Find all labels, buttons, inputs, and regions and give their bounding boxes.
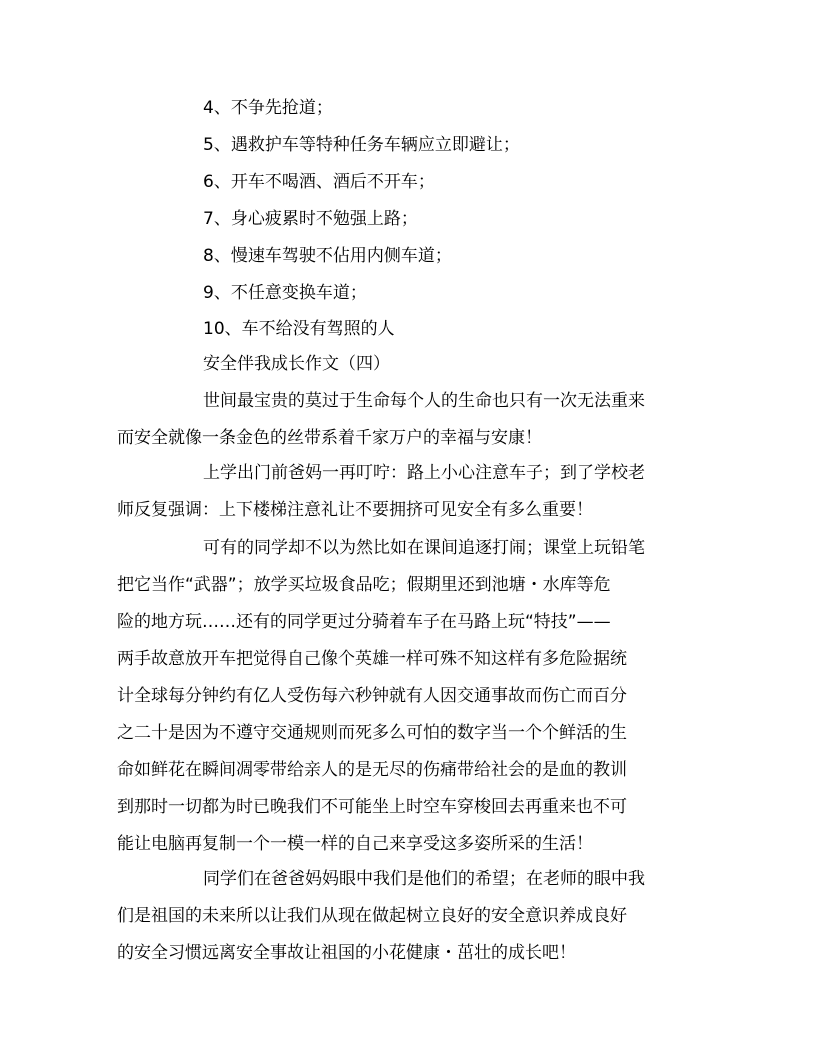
list-item-10: 10、车不给没有驾照的人	[203, 319, 395, 339]
list-item-7: 7、身心疲累时不勉强上路；	[203, 209, 418, 229]
paragraph-line: 们是祖国的未来所以让我们从现在做起树立良好的安全意识养成良好	[117, 906, 627, 926]
list-item-6: 6、开车不喝酒、酒后不开车；	[203, 172, 435, 192]
paragraph-line: 世间最宝贵的莫过于生命每个人的生命也只有一次无法重来	[203, 391, 645, 411]
paragraph-line: 把它当作“武器”；放学买垃圾食品吃；假期里还到池塘・水库等危	[117, 575, 611, 595]
paragraph-line: 师反复强调：上下楼梯注意礼让不要拥挤可见安全有多么重要！	[117, 500, 593, 520]
paragraph-line: 的安全习惯远离安全事故让祖国的小花健康・茁壮的成长吧！	[117, 943, 576, 963]
list-item-9: 9、不任意变换车道；	[203, 283, 367, 303]
paragraph-line: 险的地方玩……还有的同学更过分骑着车子在马路上玩“特技”——	[117, 612, 611, 632]
paragraph-line: 两手故意放开车把觉得自己像个英雄一样可殊不知这样有多危险据统	[117, 649, 627, 669]
paragraph-line: 命如鲜花在瞬间凋零带给亲人的是无尽的伤痛带给社会的是血的教训	[117, 760, 627, 780]
list-item-8: 8、慢速车驾驶不佔用内侧车道；	[203, 246, 452, 266]
paragraph-line: 计全球每分钟约有亿人受伤每六秒钟就有人因交通事故而伤亡而百分	[117, 686, 627, 706]
list-item-5: 5、遇救护车等特种任务车辆应立即避让；	[203, 135, 520, 155]
section-title: 安全伴我成长作文（四）	[203, 354, 390, 374]
paragraph-line: 上学出门前爸妈一再叮咛：路上小心注意车子；到了学校老	[203, 463, 645, 483]
paragraph-line: 而安全就像一条金色的丝带系着千家万户的幸福与安康！	[117, 428, 542, 448]
paragraph-line: 之二十是因为不遵守交通规则而死多么可怕的数字当一个个鲜活的生	[117, 723, 627, 743]
paragraph-line: 到那时一切都为时已晚我们不可能坐上时空车穿梭回去再重来也不可	[117, 797, 627, 817]
paragraph-line: 能让电脑再复制一个一模一样的自己来享受这多姿所采的生活！	[117, 834, 593, 854]
paragraph-line: 同学们在爸爸妈妈眼中我们是他们的希望；在老师的眼中我	[203, 869, 645, 889]
paragraph-line: 可有的同学却不以为然比如在课间追逐打闹；课堂上玩铅笔	[203, 538, 645, 558]
list-item-4: 4、不争先抢道；	[203, 98, 333, 118]
